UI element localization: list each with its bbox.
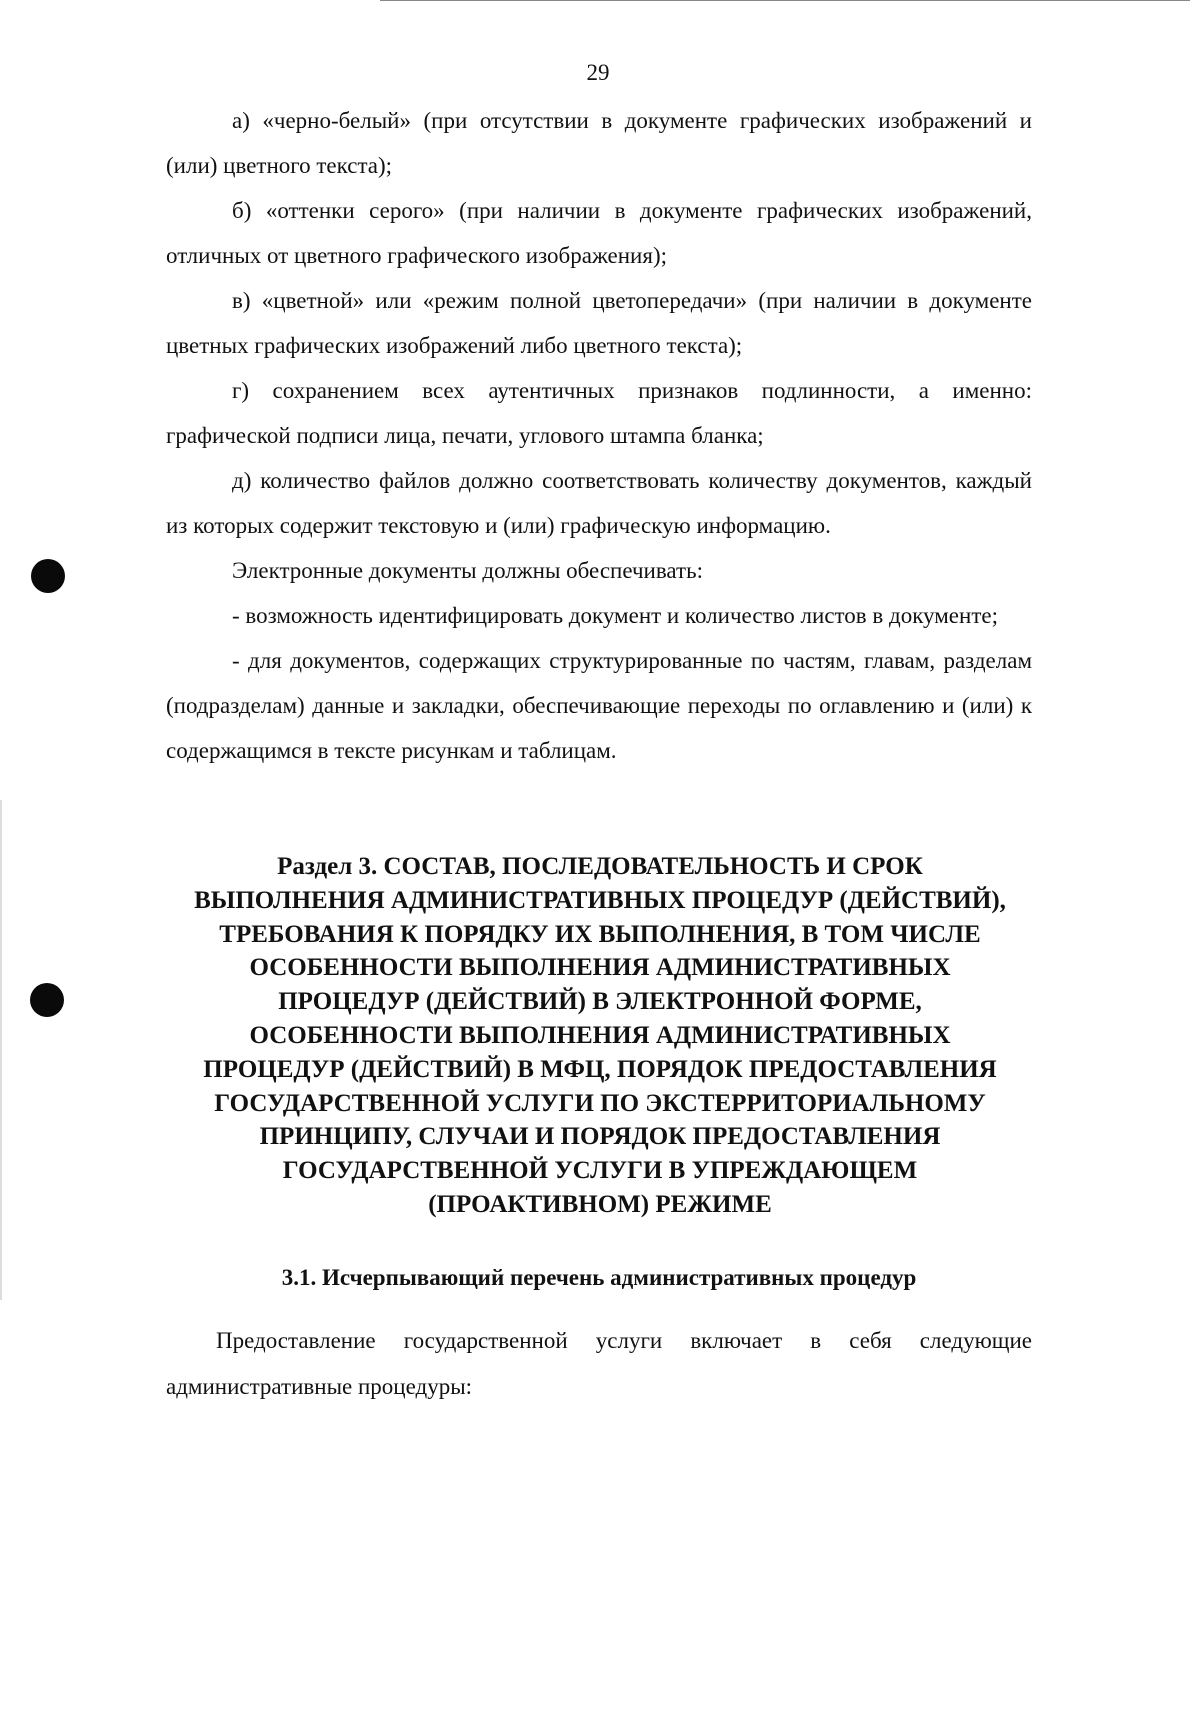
section-heading-line: ПРОЦЕДУР (ДЕЙСТВИЙ) В ЭЛЕКТРОННОЙ ФОРМЕ, xyxy=(278,988,922,1016)
punch-hole-mark xyxy=(31,559,65,593)
section-heading-line: ГОСУДАРСТВЕННОЙ УСЛУГИ ПО ЭКСТЕРРИТОРИАЛЬНОМУ xyxy=(214,1089,986,1117)
intro-paragraph: Предоставление государственной услуги включает в себя следующие административные процедуры: xyxy=(166,1328,1032,1399)
section-heading-line: Раздел 3. СОСТАВ, ПОСЛЕДОВАТЕЛЬНОСТЬ И СРОК xyxy=(277,853,923,880)
section-heading-line: ВЫПОЛНЕНИЯ АДМИНИСТРАТИВНЫХ ПРОЦЕДУР (ДЕЙСТВИЙ), xyxy=(194,886,1006,914)
page-number: 29 xyxy=(586,60,610,85)
scan-edge-line xyxy=(380,0,1190,1)
paragraph-bw-mode: а) «черно-белый» (при отсутствии в документе графических изображений и (или) цветного текста); xyxy=(166,108,1032,178)
paragraph-structured-docs: - для документов, содержащих структурированные по частям, главам, разделам (подразделам) данные и закладки, обеспечивающие переходы по оглавлению и (или) к содержащимся в тексте рисункам и таблицам. xyxy=(166,648,1032,763)
section-heading-line: ПРИНЦИПУ, СЛУЧАИ И ПОРЯДОК ПРЕДОСТАВЛЕНИЯ xyxy=(259,1123,941,1151)
section-heading-line: ОСОБЕННОСТИ ВЫПОЛНЕНИЯ АДМИНИСТРАТИВНЫХ xyxy=(249,1021,951,1049)
paragraph-electronic-docs: Электронные документы должны обеспечивать: xyxy=(232,558,703,583)
body-text xyxy=(166,98,1032,773)
subsection-heading: 3.1. Исчерпывающий перечень административных процедур xyxy=(281,1265,917,1290)
section-heading-line: ОСОБЕННОСТИ ВЫПОЛНЕНИЯ АДМИНИСТРАТИВНЫХ xyxy=(249,954,951,982)
paragraph-file-count: д) количество файлов должно соответствовать количеству документов, каждый из которых содержит текстовую и (или) графическую информацию. xyxy=(166,468,1032,538)
paragraph-color-mode: в) «цветной» или «режим полной цветопередачи» (при наличии в документе цветных графических изображений либо цветного текста); xyxy=(166,288,1032,358)
punch-hole-mark xyxy=(30,983,64,1017)
section-heading-line: ТРЕБОВАНИЯ К ПОРЯДКУ ИХ ВЫПОЛНЕНИЯ, В ТОМ ЧИСЛЕ xyxy=(219,920,981,948)
paragraph-identify-document: - возможность идентифицировать документ и количество листов в документе; xyxy=(232,603,998,628)
section-heading-line: ПРОЦЕДУР (ДЕЙСТВИЙ) В МФЦ, ПОРЯДОК ПРЕДОСТАВЛЕНИЯ xyxy=(203,1055,997,1083)
section-heading-line: (ПРОАКТИВНОМ) РЕЖИМЕ xyxy=(428,1190,772,1218)
section-heading xyxy=(150,850,1050,1222)
section-heading-line: ГОСУДАРСТВЕННОЙ УСЛУГИ В УПРЕЖДАЮЩЕМ xyxy=(282,1157,918,1185)
paragraph-authenticity: г) сохранением всех аутентичных признаков подлинности, а именно: графической подписи лица, печати, углового штампа бланка; xyxy=(166,378,1032,448)
paragraph-grayscale-mode: б) «оттенки серого» (при наличии в документе графических изображений, отличных от цветного графического изображения); xyxy=(166,198,1032,268)
scan-left-edge xyxy=(0,800,2,1300)
intro-text xyxy=(166,1318,1032,1410)
